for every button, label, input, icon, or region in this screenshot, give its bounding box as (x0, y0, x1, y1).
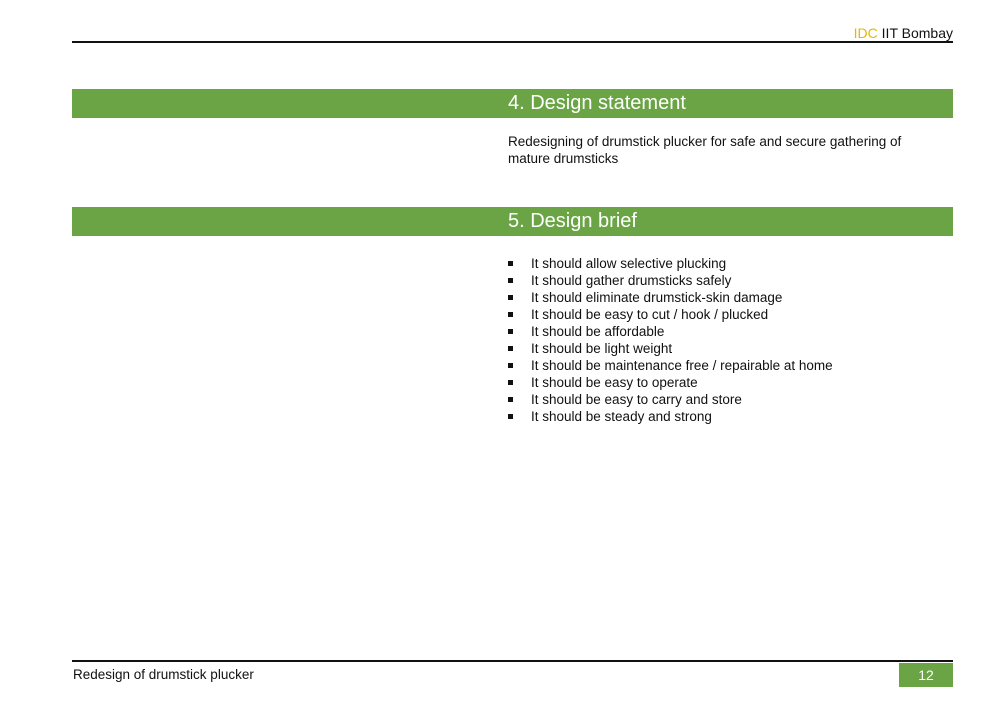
list-item (508, 408, 833, 425)
list-item-text: It should be easy to operate (531, 375, 698, 390)
section-title-design-brief: 5. Design brief (508, 210, 637, 232)
bullet-icon (508, 295, 513, 300)
bullet-icon (508, 380, 513, 385)
bullet-icon (508, 397, 513, 402)
header-brand (854, 24, 953, 42)
footer-title: Redesign of drumstick plucker (73, 667, 254, 682)
brand-name: IIT Bombay (881, 25, 953, 41)
footer-rule (72, 660, 953, 662)
list-item-text: It should be light weight (531, 341, 673, 356)
design-brief-list (508, 255, 833, 425)
bullet-icon (508, 363, 513, 368)
bullet-icon (508, 346, 513, 351)
design-statement-text: Redesigning of drumstick plucker for safe and secure gathering of mature drumsticks (508, 134, 902, 166)
bullet-icon (508, 312, 513, 317)
bullet-icon (508, 329, 513, 334)
list-item (508, 289, 833, 306)
header-rule (72, 41, 953, 43)
list-item-text: It should allow selective plucking (531, 256, 727, 271)
list-item-text: It should be easy to cut / hook / plucked (531, 307, 769, 322)
list-item-text: It should be affordable (531, 324, 665, 339)
bullet-icon (508, 414, 513, 419)
list-item (508, 357, 833, 374)
list-item (508, 374, 833, 391)
section-title-design-statement: 4. Design statement (508, 92, 686, 114)
list-item-text: It should be maintenance free / repairable at home (531, 358, 833, 373)
list-item (508, 272, 833, 289)
section-bar-design-brief (72, 207, 953, 236)
list-item (508, 306, 833, 323)
list-item-text: It should be steady and strong (531, 409, 712, 424)
list-item (508, 255, 833, 272)
section-bar-design-statement (72, 89, 953, 118)
list-item-text: It should eliminate drumstick-skin damage (531, 290, 783, 305)
list-item-text: It should be easy to carry and store (531, 392, 742, 407)
bullet-icon (508, 278, 513, 283)
list-item (508, 391, 833, 408)
list-item (508, 323, 833, 340)
brand-accent: IDC (853, 25, 878, 41)
list-item-text: It should gather drumsticks safely (531, 273, 732, 288)
bullet-icon (508, 261, 513, 266)
list-item (508, 340, 833, 357)
page-number: 12 (899, 663, 953, 687)
